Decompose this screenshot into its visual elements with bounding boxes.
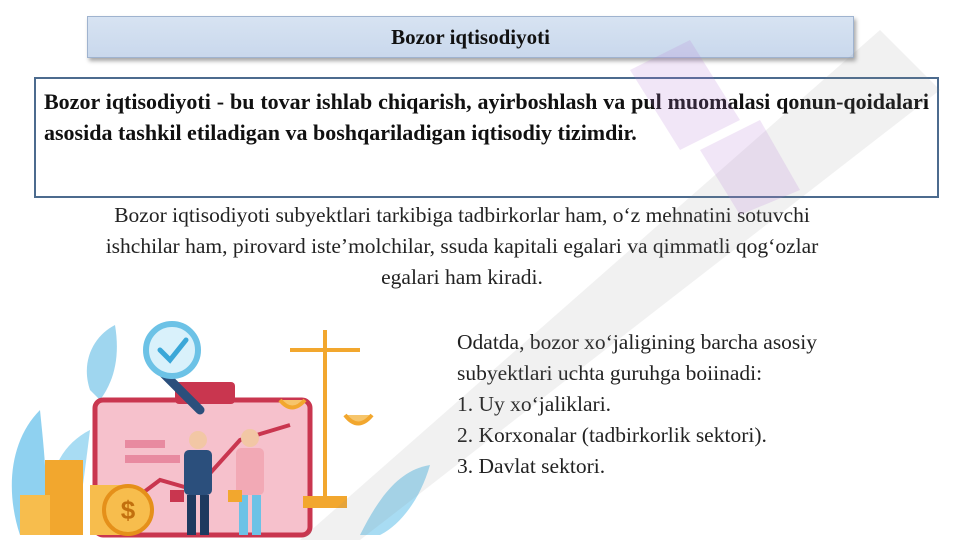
page-title: Bozor iqtisodiyoti (391, 24, 550, 49)
dollar-sign-icon: $ (120, 495, 136, 525)
group-item-2: 2. Korxonalar (tadbirkorlik sektori). (457, 423, 767, 447)
title-bar (87, 16, 854, 58)
group-item-1: 1. Uy xo‘jaliklari. (457, 392, 612, 416)
groups-block (457, 327, 877, 482)
definition-text: Bozor iqtisodiyoti - bu tovar ishlab chiqarish, ayirboshlash va pul muomalasi qonun-qoidalari asosida tashkil etiladigan va boshqariladigan iqtisodiy tizimdir. (44, 89, 929, 145)
business-illustration (0, 320, 440, 540)
definition-box (34, 77, 939, 198)
subjects-paragraph: Bozor iqtisodiyoti subyektlari tarkibiga tadbirkorlar ham, o‘z mehnatini sotuvchi ishchilar ham, pirovard iste’molchilar, ssuda kapitali egalari va qimmatli qog‘ozlar egalari ham kiradi. (105, 203, 819, 289)
magnifier-check-icon (146, 324, 200, 410)
groups-intro: Odatda, bozor xo‘jaligining barcha asosiy subyektlari uchta guruhga boiinadi: (457, 330, 818, 385)
group-item-3: 3. Davlat sektori. (457, 454, 606, 478)
